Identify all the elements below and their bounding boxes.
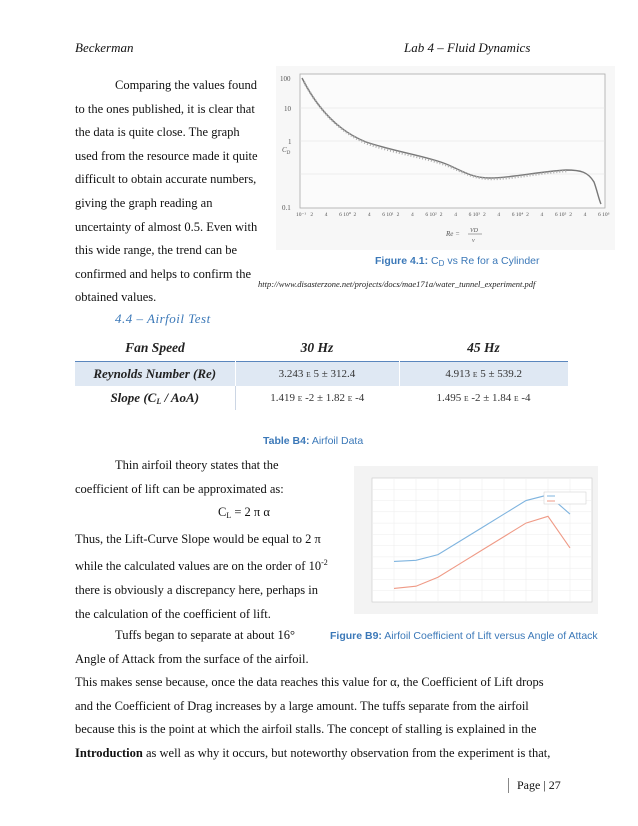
text-line: Angle of Attack from the surface of the airfoil. xyxy=(75,651,309,666)
figure-b9-caption: Figure B9: Airfoil Coefficient of Lift versus Angle of Attack xyxy=(330,630,598,642)
text-line: obtained values. xyxy=(75,290,157,305)
x-tick-label: 4 xyxy=(367,212,371,218)
paragraph-thin-airfoil xyxy=(75,454,360,626)
x-tick-label: 4 xyxy=(454,212,457,218)
cell-re-30hz: 3.243 E 5 ± 312.4 xyxy=(235,362,399,387)
paragraph-comparison xyxy=(75,74,265,310)
airfoil-data-table xyxy=(75,335,568,410)
text-line: Thus, the Lift-Curve Slope would be equal to 2 π xyxy=(75,531,321,546)
x-tick-label: 6 10² xyxy=(425,212,437,218)
text-line: uncertainty of almost 0.5. Even with xyxy=(75,219,258,234)
table-row xyxy=(75,362,568,387)
x-tick-label: 6 10⁶ xyxy=(598,212,610,218)
x-tick-label: 2 xyxy=(482,212,486,218)
figure-4-1-caption: Figure 4.1: $C_D$ vs Re for a Cylinder xyxy=(375,255,540,268)
text-line: and the Coefficient of Drag increases by a large amount. The tuffs separate from the airfoil xyxy=(75,698,529,713)
x-tick-label: 2 xyxy=(396,212,400,218)
x-tick-label: 4 xyxy=(324,212,328,218)
x-tick-label: 4 xyxy=(540,212,544,218)
y-tick-100: 100 xyxy=(280,75,291,83)
text-line: This makes sense because, once the data reaches this value for α, the Coefficient of Lift drops xyxy=(75,675,544,689)
x-axis-label: Re = xyxy=(446,230,460,238)
cl-chart-svg xyxy=(354,466,598,614)
text-line: Comparing the values found xyxy=(115,78,257,92)
text-line: Thin airfoil theory states that the xyxy=(115,458,279,472)
text-line: coefficient of lift can be approximated as: xyxy=(75,481,284,496)
text-line: the calculation of the coefficient of lift. xyxy=(75,606,271,621)
text-line: to the ones published, it is clear that xyxy=(75,101,255,116)
figure-source-url: http://www.disasterzone.net/projects/docs/mae171a/water_tunnel_experiment.pdf xyxy=(258,279,536,289)
table-b4-caption: Table B4: Airfoil Data xyxy=(263,435,364,447)
lift-equation: $C_L = 2$ π α xyxy=(218,505,270,521)
page-number: Page | 27 xyxy=(508,778,561,793)
col-header-45hz: 45 Hz xyxy=(467,340,500,355)
header-title: Lab 4 – Fluid Dynamics xyxy=(404,40,531,55)
x-tick-labels xyxy=(296,211,610,218)
cell-re-45hz: 4.913 E 5 ± 539.2 xyxy=(399,362,568,387)
header-author: Beckerman xyxy=(75,40,134,55)
x-axis-label-denominator: ν xyxy=(472,238,475,244)
x-tick-label: 2 xyxy=(353,212,357,218)
y-axis-label: $C_D$ xyxy=(282,146,291,156)
x-tick-label: 10⁻¹ xyxy=(296,212,307,218)
x-tick-label: 4 xyxy=(411,212,414,218)
paragraph-tuffs-intro xyxy=(75,624,335,671)
x-tick-label: 4 xyxy=(583,212,587,218)
col-header-30hz: 30 Hz xyxy=(300,340,334,355)
row-label-reynolds: Reynolds Number (Re) xyxy=(75,362,235,387)
figure-cl-vs-aoa xyxy=(354,466,598,614)
x-tick-label: 6 10⁰ xyxy=(339,212,351,218)
section-title: 4.4 – Airfoil Test xyxy=(115,311,211,326)
y-tick-0-1: 0.1 xyxy=(282,204,291,212)
col-header-fan-speed: Fan Speed xyxy=(125,340,185,355)
x-tick-label: 4 xyxy=(497,212,501,218)
text-line: there is obviously a discrepancy here, perhaps in xyxy=(75,582,318,597)
text-line: used from the resource made it quite xyxy=(75,148,258,163)
cell-slope-30hz: 1.419 E -2 ± 1.82 E -4 xyxy=(270,392,365,404)
figure-cd-vs-re xyxy=(276,66,615,250)
cd-plot-svg xyxy=(276,66,615,250)
x-tick-label: 6 10⁴ xyxy=(511,212,524,218)
text-line: Introduction as well as why it occurs, but noteworthy observation from the experiment is that, xyxy=(75,745,551,760)
y-tick-10: 10 xyxy=(284,105,291,113)
text-line: the data is quite close. The graph xyxy=(75,125,240,140)
x-tick-label: 2 xyxy=(569,212,572,218)
x-tick-label: 2 xyxy=(439,212,443,218)
text-line: giving the graph reading an xyxy=(75,195,213,210)
x-tick-label: 6 10⁵ xyxy=(554,212,567,218)
chart-legend xyxy=(544,492,586,504)
x-tick-label: 6 10¹ xyxy=(382,212,394,218)
table-header-row xyxy=(75,335,568,362)
text-line: Tuffs began to separate at about 16° xyxy=(115,628,295,642)
text-line: because this is the point at which the airfoil stalls. The concept of stalling is explained in the xyxy=(75,722,537,737)
text-line: while the calculated values are on the order of $10^{-2}$ xyxy=(75,558,328,574)
cell-slope-45hz: 1.495 E -2 ± 1.84 E -4 xyxy=(436,392,531,404)
paragraph-tuffs xyxy=(75,671,575,765)
x-tick-label: 2 xyxy=(526,212,529,218)
table-row xyxy=(75,386,568,410)
text-line: confirmed and helps to confirm the xyxy=(75,266,251,281)
y-tick-1: 1 xyxy=(288,138,292,146)
text-line: this wide range, the trend can be xyxy=(75,243,238,258)
text-line: difficult to obtain accurate numbers, xyxy=(75,172,257,187)
row-label-slope: Slope $(C_L / AoA)$ xyxy=(75,386,235,410)
x-tick-label: 6 10³ xyxy=(468,212,480,218)
x-axis-label-numerator: VD xyxy=(470,228,478,234)
x-tick-label: 2 xyxy=(310,212,314,218)
